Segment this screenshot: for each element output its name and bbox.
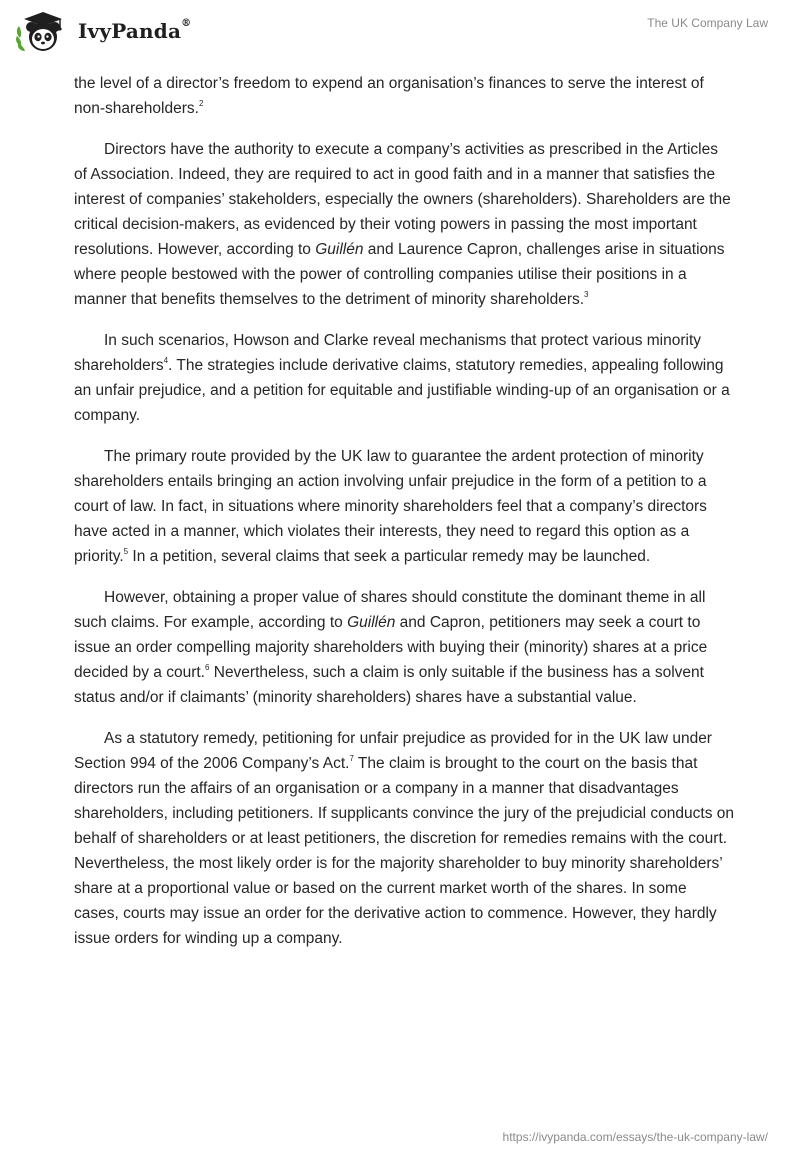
paragraph-2: Directors have the authority to execute a company’s activities as prescribed in the Articles of Association. Indeed, they are required to act in good faith and in a manner that satisfies the interest of companies’ stakeholders, especially the owners (shareholders). Shareholders are the critical decision-makers, as evidenced by their voting powers in passing the most important resolutions. However, according to Guillén and Laurence Capron, challenges arise in situations where people bestowed with the power of controlling companies utilise their positions in a manner that benefits themselves to the detriment of minority shareholders.$^3$ [74,141,731,308]
footnote-ref-6: 6 [204,662,210,672]
brand-name: IvyPanda® [78,18,192,43]
footnote-ref-4: 4 [163,355,169,365]
footnote-ref-5: 5 [123,546,129,556]
panda-graduation-cap-icon [14,8,74,54]
paragraph-3: In such scenarios, Howson and Clarke reveal mechanisms that protect various minority shareholders$^4$. The strategies include derivative claims, statutory remedies, appealing following an unfair prejudice, and a petition for equitable and justifiable winding-up of an organisation or a company. [74,332,730,424]
paragraph-1: the level of a director’s freedom to expend an organisation’s finances to serve the interest of non-shareholders.$^2$ [74,75,704,117]
footnote-ref-2: 2 [198,98,204,108]
source-url[interactable]: https://ivypanda.com/essays/the-uk-company-law/ [502,1130,768,1144]
paragraph-6: As a statutory remedy, petitioning for unfair prejudice as provided for in the UK law under Section 994 of the 2006 Company’s Act.$^7$ The claim is brought to the court on the basis that directors run the affairs of an organisation or a company in a manner that disadvantages shareholders, including petitioners. If supplicants convince the jury of the prejudicial conducts on behalf of shareholders or at least petitioners, the discretion for remedies remains with the court. Nevertheless, the most likely order is for the majority shareholder to buy minority shareholders’ share at a proportional value or based on the current market worth of the shares. In some cases, courts may issue an order for the derivative action to commence. However, they hardly issue orders for winding up a company. [74,730,734,947]
paragraph-4: The primary route provided by the UK law to guarantee the ardent protection of minority shareholders entails bringing an action involving unfair prejudice in the form of a petition to a court of law. In fact, in situations where minority shareholders feel that a company’s directors have acted in a manner, which violates their interests, they need to regard this option as a priority.$^5$ In a petition, several claims that seek a particular remedy may be launched. [74,448,707,565]
document-title: The UK Company Law [647,16,768,30]
essay-body [74,71,734,967]
paragraph-5: However, obtaining a proper value of shares should constitute the dominant theme in all such claims. For example, according to Guillén and Capron, petitioners may seek a court to issue an order compelling majority shareholders with buying their (minority) shares at a price decided by a court.$^6$ Nevertheless, such a claim is only suitable if the business has a solvent status and/or if claimants’ (minority shareholders) shares have a substantial value. [74,589,708,706]
footnote-ref-3: 3 [584,289,589,299]
page-header [0,0,800,60]
footnote-ref-7: 7 [349,753,354,763]
ivypanda-logo[interactable] [14,8,191,54]
